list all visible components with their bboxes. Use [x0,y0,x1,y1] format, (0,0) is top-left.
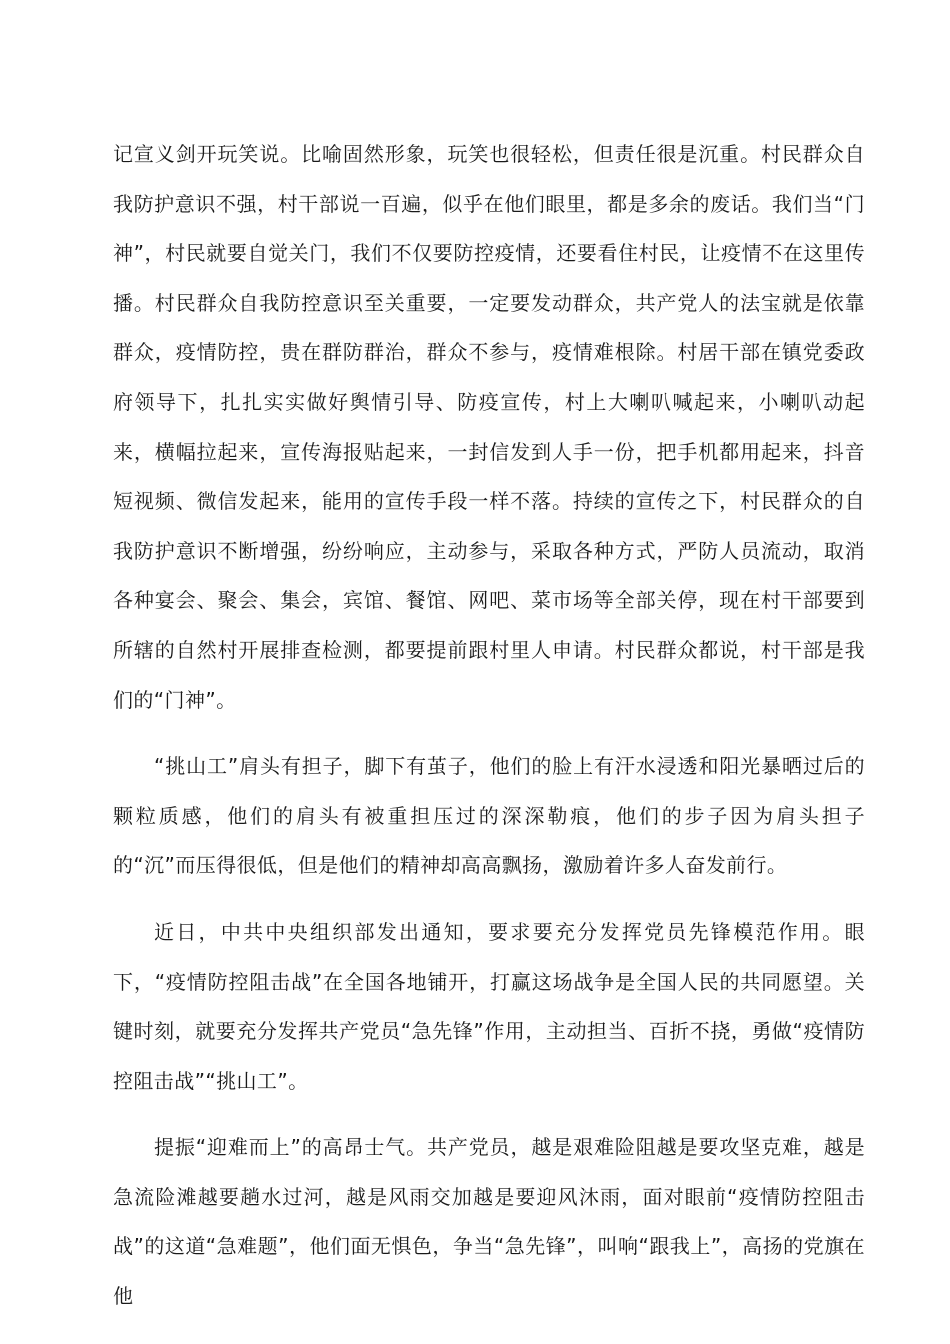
paragraph-morale: 提振“迎难而上”的高昂士气。共产党员，越是艰难险阻越是要攻坚克难，越是急流险滩越要趟水过河，越是风雨交加越是要迎风沐雨，面对眼前“疫情防控阻击战”的这道“急难题”，他们面无惧色，争当“急先锋”，叫响“跟我上”，高扬的党旗在他 [113,1135,865,1309]
paragraph-notice: 近日，中共中央组织部发出通知，要求要充分发挥党员先锋模范作用。眼下，“疫情防控阻击战”在全国各地铺开，打赢这场战争是全国人民的共同愿望。关键时刻，就要充分发挥共产党员“急先锋”作用，主动担当、百折不挠，勇做“疫情防控阻击战”“挑山工”。 [113,919,865,1093]
document-page [113,130,865,1322]
paragraph-continued: 记宣义剑开玩笑说。比喻固然形象，玩笑也很轻松，但责任很是沉重。村民群众自我防护意识不强，村干部说一百遍，似乎在他们眼里，都是多余的废话。我们当“门神”，村民就要自觉关门，我们不仅要防控疫情，还要看住村民，让疫情不在这里传播。村民群众自我防控意识至关重要，一定要发动群众，共产党人的法宝就是依靠群众，疫情防控，贵在群防群治，群众不参与，疫情难根除。村居干部在镇党委政府领导下，扎扎实实做好舆情引导、防疫宣传，村上大喇叭喊起来，小喇叭动起来，横幅拉起来，宣传海报贴起来，一封信发到人手一份，把手机都用起来，抖音短视频、微信发起来，能用的宣传手段一样不落。持续的宣传之下，村民群众的自我防护意识不断增强，纷纷响应，主动参与，采取各种方式，严防人员流动，取消各种宴会、聚会、集会，宾馆、餐馆、网吧、菜市场等全部关停，现在村干部要到所辖的自然村开展排查检测，都要提前跟村里人申请。村民群众都说，村干部是我们的“门神”。 [113,142,865,712]
paragraph-tiaoshangong: “挑山工”肩头有担子，脚下有茧子，他们的脸上有汗水浸透和阳光暴晒过后的颗粒质感，他们的肩头有被重担压过的深深勒痕，他们的步子因为肩头担子的“沉”而压得很低，但是他们的精神却高高飘扬，激励着许多人奋发前行。 [113,754,865,878]
